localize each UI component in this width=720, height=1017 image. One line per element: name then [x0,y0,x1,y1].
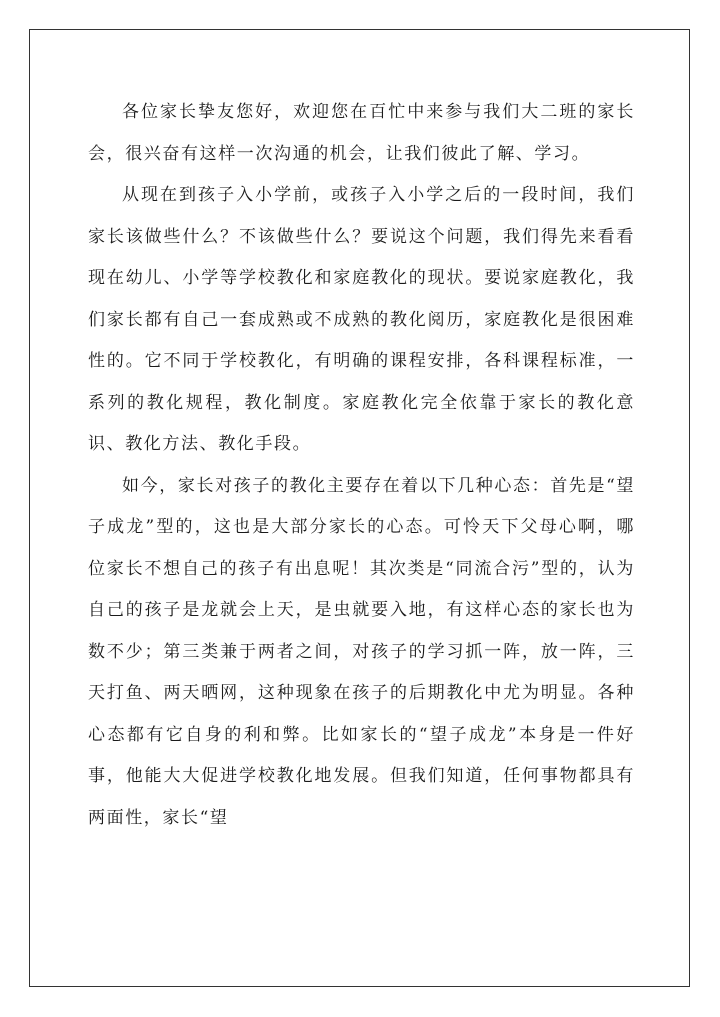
paragraph-greeting: 各位家长挚友您好，欢迎您在百忙中来参与我们大二班的家长会，很兴奋有这样一次沟通的机会，让我们彼此了解、学习。 [88,102,635,164]
document-body [88,92,635,839]
paragraph-parent-mindsets: 如今，家长对孩子的教化主要存在着以下几种心态：首先是“望子成龙”型的，这也是大部分家长的心态。可怜天下父母心啊，哪位家长不想自己的孩子有出息呢！其次类是“同流合污”型的，认为自己的孩子是龙就会上天，是虫就要入地，有这样心态的家长也为数不少；第三类兼于两者之间，对孩子的学习抓一阵，放一阵，三天打鱼、两天晒网，这种现象在孩子的后期教化中尤为明显。各种心态都有它自身的利和弊。比如家长的“望子成龙”本身是一件好事，他能大大促进学校教化地发展。但我们知道，任何事物都具有两面性，家长“望 [88,475,635,828]
paragraph-family-education: 从现在到孩子入小学前，或孩子入小学之后的一段时间，我们家长该做些什么？不该做些什么？要说这个问题，我们得先来看看现在幼儿、小学等学校教化和家庭教化的现状。要说家庭教化，我们家长都有自己一套成熟或不成熟的教化阅历，家庭教化是很困难性的。它不同于学校教化，有明确的课程安排，各科课程标准，一系列的教化规程，教化制度。家庭教化完全依靠于家长的教化意识、教化方法、教化手段。 [88,185,635,454]
